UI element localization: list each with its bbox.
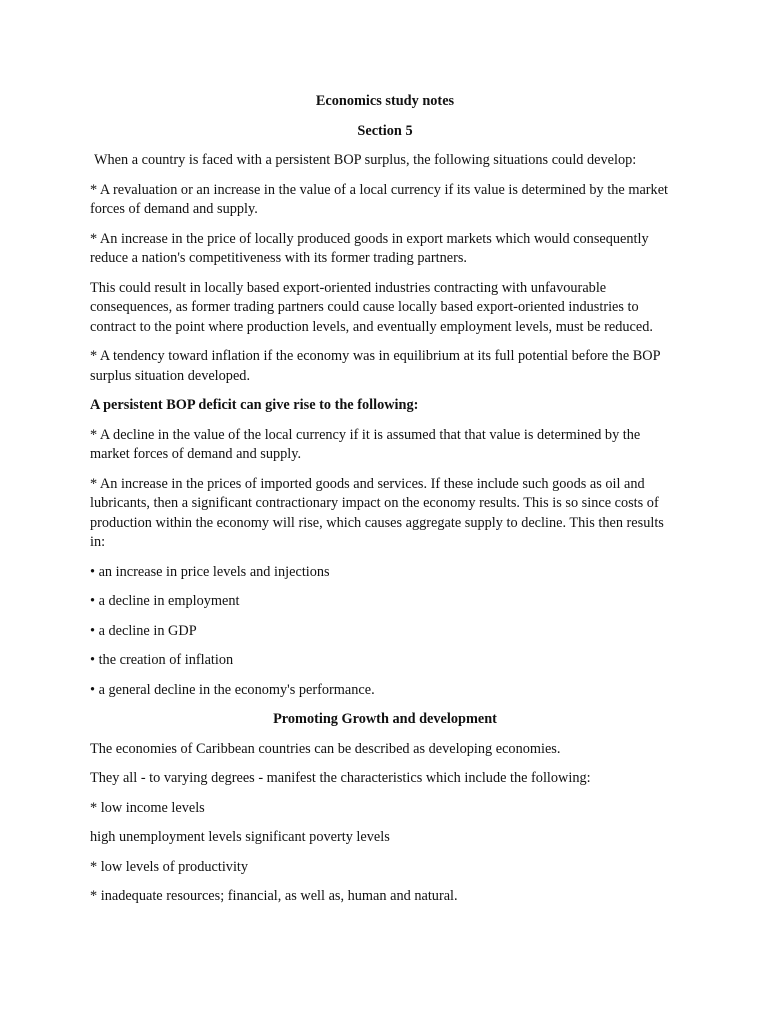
deficit-result-item: • a decline in GDP	[90, 622, 197, 639]
deficit-result-item: • a general decline in the economy's performance.	[90, 681, 375, 698]
deficit-result-item: • the creation of inflation	[90, 652, 234, 668]
surplus-point: * An increase in the price of locally produced goods in export markets which would consequently reduce a nation's competitiveness with its former trading partners.	[90, 230, 649, 266]
deficit-heading: A persistent BOP deficit can give rise to the following:	[90, 397, 419, 413]
growth-characteristics-paragraph: They all - to varying degrees - manifest the characteristics which include the following:	[90, 770, 591, 786]
surplus-inflation-point: * A tendency toward inflation if the economy was in equilibrium at its full potential before the BOP surplus situation developed.	[90, 348, 661, 384]
characteristic-item: * low income levels	[90, 799, 205, 816]
characteristic-item: high unemployment levels significant poverty levels	[90, 829, 390, 845]
surplus-point: * A revaluation or an increase in the value of a local currency if its value is determined by the market forces of demand and supply.	[90, 181, 669, 217]
characteristic-item: * low levels of productivity	[90, 858, 249, 875]
document-title: Economics study notes	[315, 93, 455, 109]
deficit-point: * An increase in the prices of imported goods and services. If these include such goods as oil and lubricants, then a significant contractionary impact on the economy results. This is so since costs of production within the economy will rise, which causes aggregate supply to decline. This then results in:	[90, 475, 664, 550]
deficit-point: * A decline in the value of the local currency if it is assumed that that value is determined by the market forces of demand and supply.	[90, 426, 641, 462]
surplus-consequence-paragraph: This could result in locally based export-oriented industries contracting with unfavourable consequences, as former trading partners could cause locally based export-oriented industries to contract to the point where production levels, and eventually employment levels, must be reduced.	[90, 279, 653, 335]
deficit-result-item: • a decline in employment	[90, 593, 240, 609]
characteristic-item: * inadequate resources; financial, as well as, human and natural.	[90, 888, 458, 904]
section-heading: Section 5	[357, 122, 413, 139]
document-page	[90, 92, 680, 917]
growth-intro-paragraph: The economies of Caribbean countries can be described as developing economies.	[90, 740, 561, 757]
deficit-result-item: • an increase in price levels and injections	[90, 563, 330, 580]
growth-heading: Promoting Growth and development	[273, 711, 497, 727]
intro-paragraph: When a country is faced with a persistent BOP surplus, the following situations could develop:	[94, 152, 637, 168]
